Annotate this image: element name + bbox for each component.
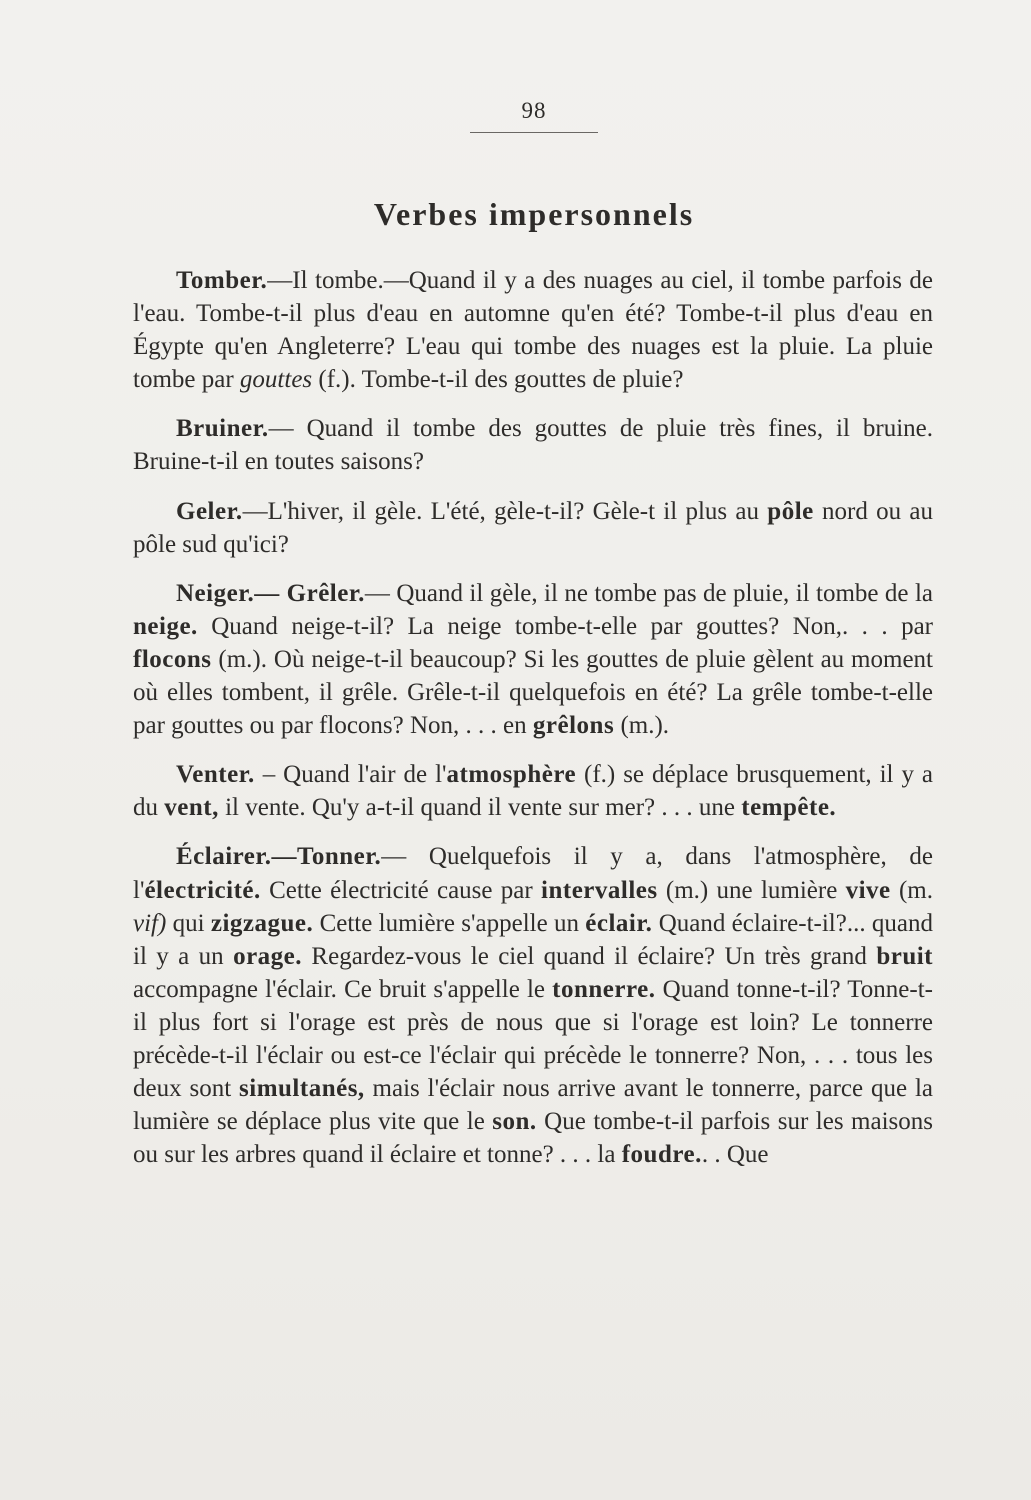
keyword: son. bbox=[492, 1108, 537, 1136]
header-rule bbox=[470, 132, 598, 133]
text-run: (f.) se déplace brusquement, il y a du bbox=[133, 761, 934, 822]
paragraph bbox=[133, 758, 933, 824]
chapter-title: Verbes impersonnels bbox=[373, 196, 695, 232]
keyword: tonnerre. bbox=[552, 975, 656, 1003]
italic-text: gouttes bbox=[239, 366, 313, 394]
text-run: Quand neige-t-il? La neige tombe-t-elle par gouttes? Non,. . . par bbox=[197, 612, 933, 640]
keyword: vive bbox=[845, 876, 891, 904]
keyword: tempête. bbox=[741, 794, 837, 822]
keyword: grêlons bbox=[532, 712, 615, 740]
text-run: Regardez-vous le ciel quand il éclaire? Un très grand bbox=[302, 942, 877, 970]
keyword: flocons bbox=[133, 645, 212, 673]
text-run: —L'hiver, il gèle. L'été, gèle-t-il? Gèle-t il plus au bbox=[242, 497, 768, 525]
text-run: accompagne l'éclair. Ce bruit s'appelle le bbox=[133, 975, 553, 1003]
text-run: — Quand il gèle, il ne tombe pas de pluie, il tombe de la bbox=[364, 579, 933, 607]
text-run: Quand tonne-t-il? Tonne-t-il plus fort si l'orage est près de nous que si l'orage est loin? Le tonnerre précède-t-il l'éclair ou est-ce l'éclair qui précède le tonnerre? Non, . . . tous les deux sont bbox=[133, 975, 934, 1103]
text-run: — Quand il tombe des gouttes de pluie très fines, il bruine. Bruine-t-il en toutes saisons? bbox=[133, 415, 933, 476]
keyword: simultanés, bbox=[239, 1075, 365, 1103]
text-run: Cette électricité cause par bbox=[260, 876, 542, 904]
text-run: . . Que bbox=[701, 1141, 769, 1169]
keyword: bruit bbox=[876, 942, 933, 970]
keyword: pôle bbox=[767, 497, 814, 525]
paragraph bbox=[133, 495, 933, 561]
text-run: (m. bbox=[890, 876, 933, 904]
text-run: (m.). Où neige-t-il beaucoup? Si les gouttes de pluie gèlent au moment où elles tombent, il grêle. Grêle-t-il quelquefois en été? La grêle tombe-t-elle par gouttes ou par flocons? Non, . . . en bbox=[133, 645, 933, 740]
paragraph-heading: Bruiner. bbox=[176, 415, 269, 443]
paragraph bbox=[133, 840, 933, 1171]
text-run: Cette lumière s'appelle un bbox=[313, 909, 586, 937]
keyword: atmosphère bbox=[446, 761, 577, 789]
paragraph-heading: Éclairer.—Tonner. bbox=[176, 843, 382, 871]
paragraph-heading: Neiger.— Grêler. bbox=[176, 579, 365, 607]
body-text bbox=[133, 264, 933, 1171]
keyword: orage. bbox=[233, 942, 303, 970]
text-run: — Quelquefois il y a, dans l'atmosphère, de l' bbox=[133, 843, 933, 904]
keyword: neige. bbox=[133, 612, 198, 640]
text-run: Que tombe-t-il parfois sur les maisons ou sur les arbres quand il éclaire et tonne? . . . la bbox=[133, 1108, 933, 1169]
text-run: mais l'éclair nous arrive avant le tonnerre, parce que la lumière se déplace plus vite que le bbox=[133, 1075, 933, 1136]
paragraph bbox=[133, 577, 933, 742]
keyword: vent, bbox=[164, 794, 219, 822]
text-run: qui bbox=[166, 909, 211, 937]
text-run: – Quand l'air de l' bbox=[254, 761, 447, 789]
text-run: il vente. Qu'y a-t-il quand il vente sur mer? . . . une bbox=[218, 794, 742, 822]
keyword: électricité. bbox=[144, 876, 261, 904]
paragraph-heading: Tomber. bbox=[176, 267, 268, 294]
paragraph bbox=[133, 412, 933, 478]
keyword: intervalles bbox=[541, 876, 658, 904]
text-run: Quand éclaire-t-il?... quand il y a un bbox=[133, 909, 933, 970]
text-run: —Il tombe.—Quand il y a des nuages au ciel, il tombe parfois de l'eau. Tombe-t-il plus d'eau en automne qu'en été? Tombe-t-il plus d'eau en Égypte qu'en Angleterre? L'eau qui tombe des nuages est la pluie. La pluie tombe par bbox=[133, 267, 933, 394]
text-run: (m.). bbox=[614, 712, 670, 740]
keyword: zigzague. bbox=[210, 909, 314, 937]
paragraph-heading: Venter. bbox=[176, 761, 255, 789]
paragraph-heading: Geler. bbox=[176, 497, 243, 525]
text-run: nord ou au pôle sud qu'ici? bbox=[133, 497, 933, 558]
keyword: foudre. bbox=[621, 1141, 702, 1169]
text-run: (m.) une lumière bbox=[657, 876, 846, 904]
keyword: éclair. bbox=[585, 909, 653, 937]
paragraph bbox=[133, 264, 933, 396]
text-run: (f.). Tombe-t-il des gouttes de pluie? bbox=[312, 366, 684, 394]
page-number: 98 bbox=[521, 98, 547, 123]
italic-text: vif) bbox=[133, 909, 167, 937]
